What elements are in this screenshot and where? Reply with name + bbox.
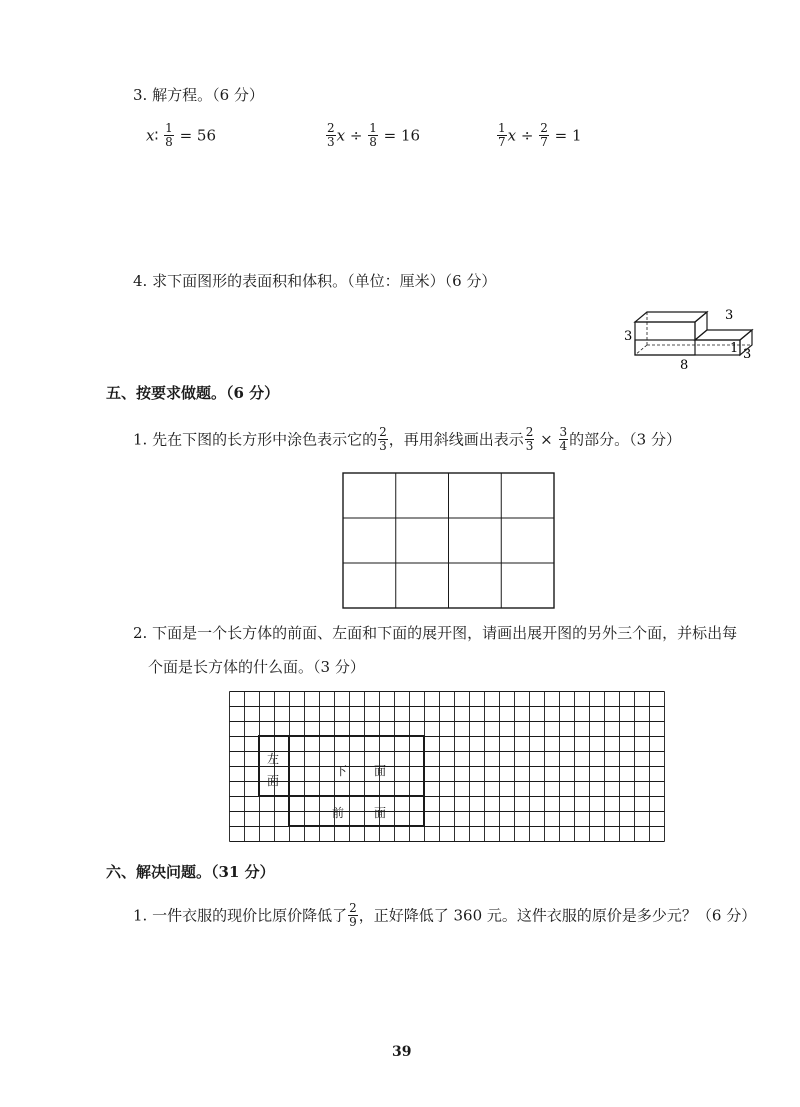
eq2-num1: 2 xyxy=(327,121,335,135)
q3-title: 3. 解方程。（6 分） xyxy=(133,86,264,104)
s6-q1 xyxy=(133,902,756,929)
eq2-den1: 3 xyxy=(327,135,335,149)
equation-3 xyxy=(496,122,582,149)
s6-q1-post: ，正好降低了 360 元。这件衣服的原价是多少元？（6 分） xyxy=(358,906,757,925)
net-bottom-face xyxy=(289,736,424,796)
tall-block-front xyxy=(635,322,695,355)
equation-2 xyxy=(325,122,420,149)
tall-block-side xyxy=(695,312,707,340)
s5-q1-pre: 1. 先在下图的长方形中涂色表示它的 xyxy=(133,430,378,449)
rectangle-grid xyxy=(342,472,556,610)
s5-q1-mid: ，再用斜线画出表示 xyxy=(388,430,524,449)
eq3-rhs: = 1 xyxy=(554,126,582,145)
s5-q2-line2: 个面是长方体的什么面。（3 分） xyxy=(148,658,365,676)
box-figure xyxy=(620,300,760,375)
label-step-height: 1 xyxy=(730,341,739,356)
label-top-depth: 3 xyxy=(725,308,734,323)
eq1-rhs: = 56 xyxy=(179,126,217,145)
s5-q1-frac3 xyxy=(559,426,569,453)
eq2-fraction-1 xyxy=(326,122,336,149)
label-right-depth: 3 xyxy=(743,347,752,362)
label-left-height: 3 xyxy=(624,329,633,344)
eq3-num1: 1 xyxy=(498,121,506,135)
eq3-num2: 2 xyxy=(540,121,548,135)
s5-q1-f2-den: 3 xyxy=(525,439,534,453)
q4-title: 4. 求下面图形的表面积和体积。（单位：厘米）（6 分） xyxy=(133,272,497,290)
s5-q1-f1-den: 3 xyxy=(379,439,387,453)
s5-q1 xyxy=(133,426,681,453)
step-top xyxy=(695,330,752,340)
eq1-den: 8 xyxy=(165,135,173,149)
net-label-front-1: 前 xyxy=(332,806,345,820)
eq1-fraction xyxy=(164,122,174,149)
hidden-edge-depth xyxy=(635,345,647,355)
equation-1 xyxy=(146,122,216,149)
net-label-left-top: 左 xyxy=(267,752,280,766)
eq1-colon: ∶ xyxy=(154,126,159,145)
label-bottom-length: 8 xyxy=(680,358,689,373)
net-front-face xyxy=(289,796,424,826)
eq1-num: 1 xyxy=(165,121,173,135)
s5-q1-f3-den: 4 xyxy=(559,439,568,453)
net-grid xyxy=(229,691,672,846)
net-label-bottom-2: 面 xyxy=(374,764,387,778)
net-label-front-2: 面 xyxy=(374,806,387,820)
eq2-den2: 8 xyxy=(369,135,377,149)
eq2-op: ÷ xyxy=(349,126,363,145)
section5-title: 五、按要求做题。（6 分） xyxy=(106,384,280,402)
eq3-fraction-2 xyxy=(539,122,549,149)
s5-q1-f1-num: 2 xyxy=(379,425,387,439)
section6-title: 六、解决问题。（31 分） xyxy=(106,863,275,881)
s5-q1-post: 的部分。（3 分） xyxy=(569,430,681,449)
eq3-var: x xyxy=(507,126,517,145)
eq2-rhs: = 16 xyxy=(383,126,421,145)
s5-q1-frac1 xyxy=(378,426,388,453)
net-label-bottom-1: 下 xyxy=(335,764,348,778)
eq3-fraction-1 xyxy=(497,122,507,149)
base-front xyxy=(635,340,740,355)
eq2-num2: 1 xyxy=(369,121,377,135)
s5-q1-f2-num: 2 xyxy=(525,425,534,439)
s6-q1-den: 9 xyxy=(349,915,357,929)
s6-q1-frac xyxy=(348,902,358,929)
s5-q2-line1: 2. 下面是一个长方体的前面、左面和下面的展开图，请画出展开图的另外三个面，并标出每 xyxy=(133,624,738,642)
s5-q1-times: × xyxy=(540,430,553,449)
s6-q1-pre: 1. 一件衣服的现价比原价降低了 xyxy=(133,906,348,925)
eq3-den1: 7 xyxy=(498,135,506,149)
eq3-den2: 7 xyxy=(540,135,548,149)
s5-q1-f3-num: 3 xyxy=(559,425,568,439)
eq2-fraction-2 xyxy=(368,122,378,149)
s5-q1-frac2 xyxy=(525,426,535,453)
eq2-var: x xyxy=(336,126,346,145)
net-label-left-bottom: 面 xyxy=(267,774,280,788)
page-number: 39 xyxy=(392,1044,412,1060)
eq3-op: ÷ xyxy=(520,126,534,145)
eq1-var: x xyxy=(146,126,155,145)
s6-q1-num: 2 xyxy=(349,901,357,915)
